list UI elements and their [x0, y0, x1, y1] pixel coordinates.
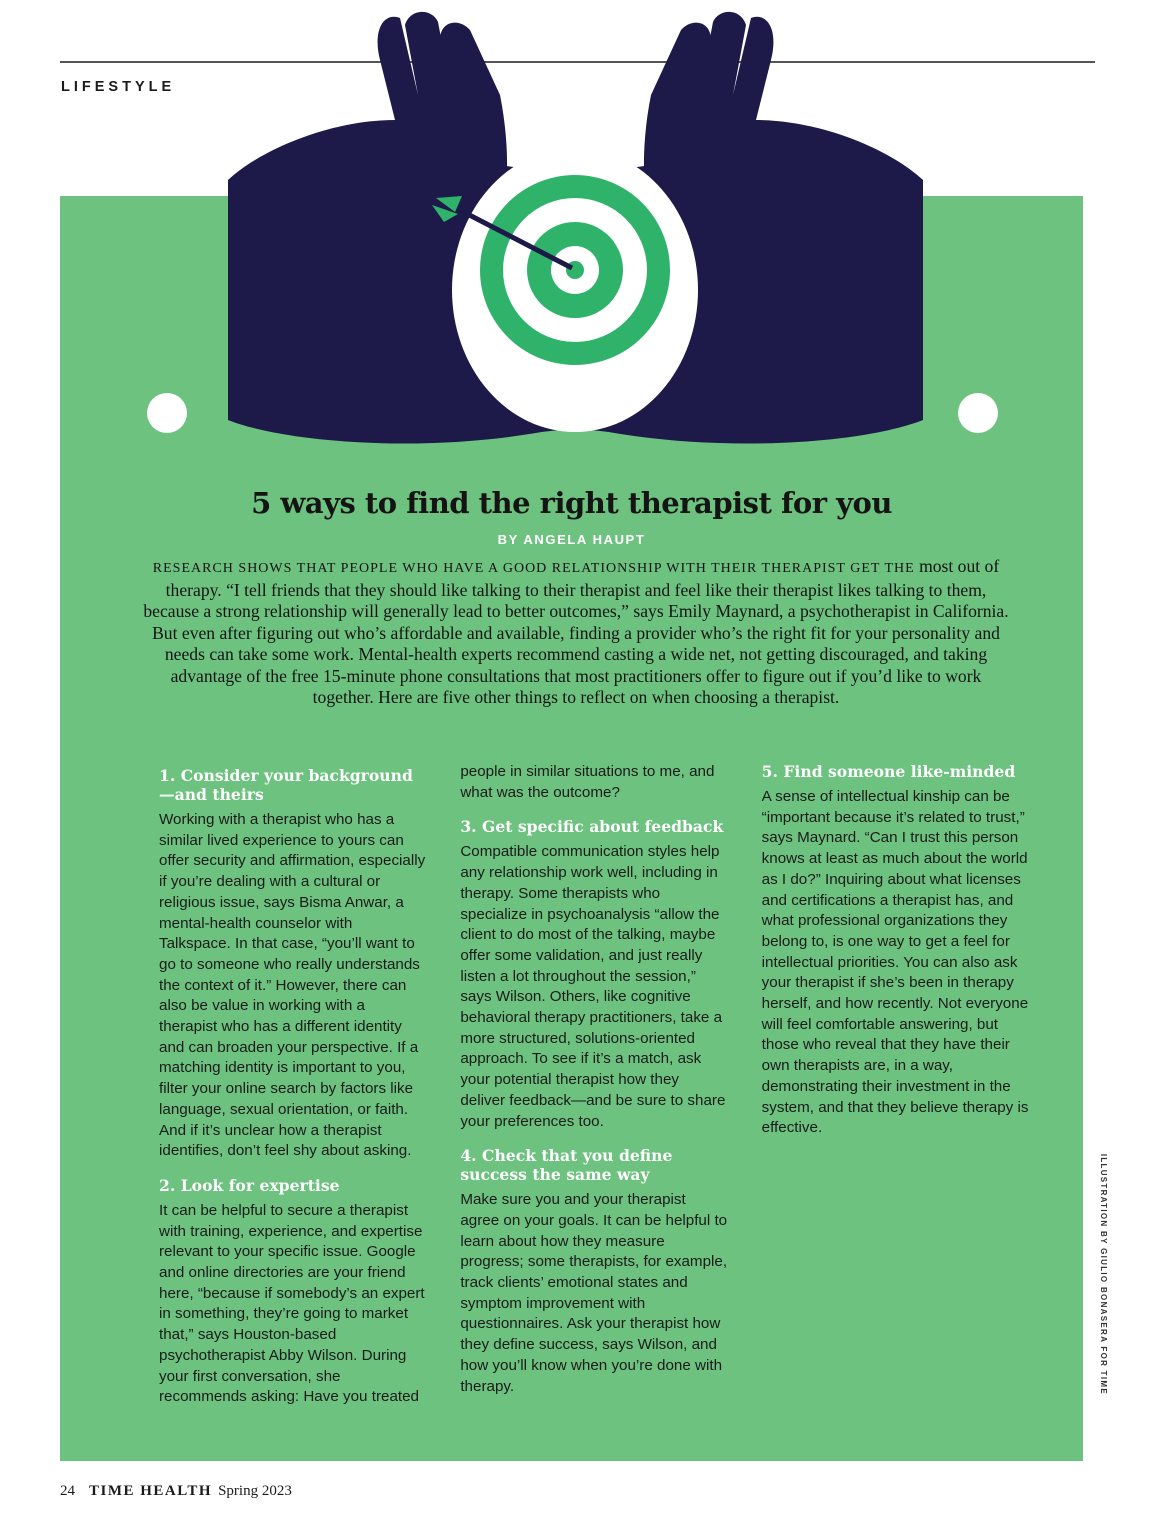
- section-body-2: It can be helpful to secure a therapist with training, experience, and expertise relevant to your specific issue. Google and online directories are your friend here, “because if somebody’s an expert in something, they’re going to market that,” says Houston-based psychotherapist Abby Wilson. During your first conversation, she recommends asking: Have you treated people in similar situations to me, and what was the outcome?: [159, 763, 715, 1406]
- section-heading-3: 3. Get specific about feedback: [460, 817, 724, 837]
- page-footer: [60, 1483, 292, 1500]
- section-body-4: Make sure you and your therapist agree on your goals. It can be helpful to learn about how they measure progress; some therapists, for example, track clients’ emotional states and symptom improvement with questionnaires. Ask your therapist how they define success, says Wilson, and how you’ll know when you’re done with therapy.: [460, 1191, 728, 1395]
- dot-right-icon: [958, 393, 998, 433]
- intro-lead: RESEARCH SHOWS THAT PEOPLE WHO HAVE A GOOD RELATIONSHIP WITH THEIR THERAPIST GET THE: [152, 561, 915, 576]
- hands-target-arrow-icon: [0, 0, 1151, 470]
- article-intro: [140, 556, 1012, 709]
- article-body: [159, 762, 1029, 1444]
- section-heading-5: 5. Find someone like-minded: [761, 762, 1016, 781]
- illustration-credit-wrap: [1099, 1153, 1109, 1396]
- illustration-credit: ILLUSTRATION BY GIULIO BONASERA FOR TIME: [1099, 1153, 1108, 1395]
- section-body-3: Compatible communication styles help any relationship work well, including in therapy. Some therapists who specialize in psychoanalysis “allow the client to do most of the talking, maybe offer some validation, and just really listen a lot throughout the session,” says Wilson. Others, like cognitive behavioral therapy practitioners, take a more structured, solutions-oriented approach. To see if it’s a match, ask your potential therapist how they deliver feedback—and be sure to share your preferences too.: [460, 843, 726, 1130]
- section-body-1: Working with a therapist who has a similar lived experience to yours can offer security and affirmation, especially if you’re dealing with a cultural or religious issue, says Bisma Anwar, a mental-health counselor with Talkspace. In that case, “you’ll want to go to someone who really understands the context of it.” However, there can also be value in working with a therapist who has a different identity and can broaden your perspective. If a matching identity is important to you, filter your online search by factors like language, sexual orientation, or faith. And if it’s unclear how a therapist identifies, don’t feel shy about asking.: [159, 811, 426, 1160]
- article-title: 5 ways to find the right therapist for you: [251, 486, 892, 520]
- section-heading-2: 2. Look for expertise: [159, 1175, 340, 1195]
- publication-name: TIME HEALTH: [89, 1483, 213, 1499]
- section-body-5: A sense of intellectual kinship can be “important because it’s related to trust,” says Maynard. “Can I trust this person knows at least as much about the world as I do?” Inquiring about what licenses and certifications a therapist has, and what professional organizations they belong to, is one way to get a feel for intellectual priorities. You can also ask your therapist if she’s been in therapy herself, and how recently. Not everyone will feel comfortable answering, but those who reveal that they have their own therapists are, in a way, demonstrating their investment in the system, and that they believe therapy is effective.: [761, 788, 1029, 1137]
- page-number: 24: [60, 1483, 75, 1499]
- dot-left-icon: [147, 393, 187, 433]
- section-heading-4: 4. Check that you define success the same way: [460, 1146, 673, 1185]
- intro-body: most out of therapy. “I tell friends that they should like talking to their therapist and feel like their therapist likes talking to them, because a strong relationship will generally lead to better outcomes,” says Emily Maynard, a psychotherapist in California. But even after figuring out who’s affordable and available, finding a provider who’s the right fit for your personality and needs can take some work. Mental-health experts recommend casting a wide net, not getting discouraged, and taking advantage of the free 15-minute phone consultations that most practitioners offer to figure out if you’d like to work together. Here are five other things to reflect on when choosing a therapist.: [143, 556, 1009, 707]
- section-label: LIFESTYLE: [61, 79, 176, 95]
- byline: BY ANGELA HAUPT: [497, 532, 646, 547]
- issue-date: Spring 2023: [218, 1483, 292, 1499]
- section-heading-1: 1. Consider your background—and theirs: [159, 766, 413, 804]
